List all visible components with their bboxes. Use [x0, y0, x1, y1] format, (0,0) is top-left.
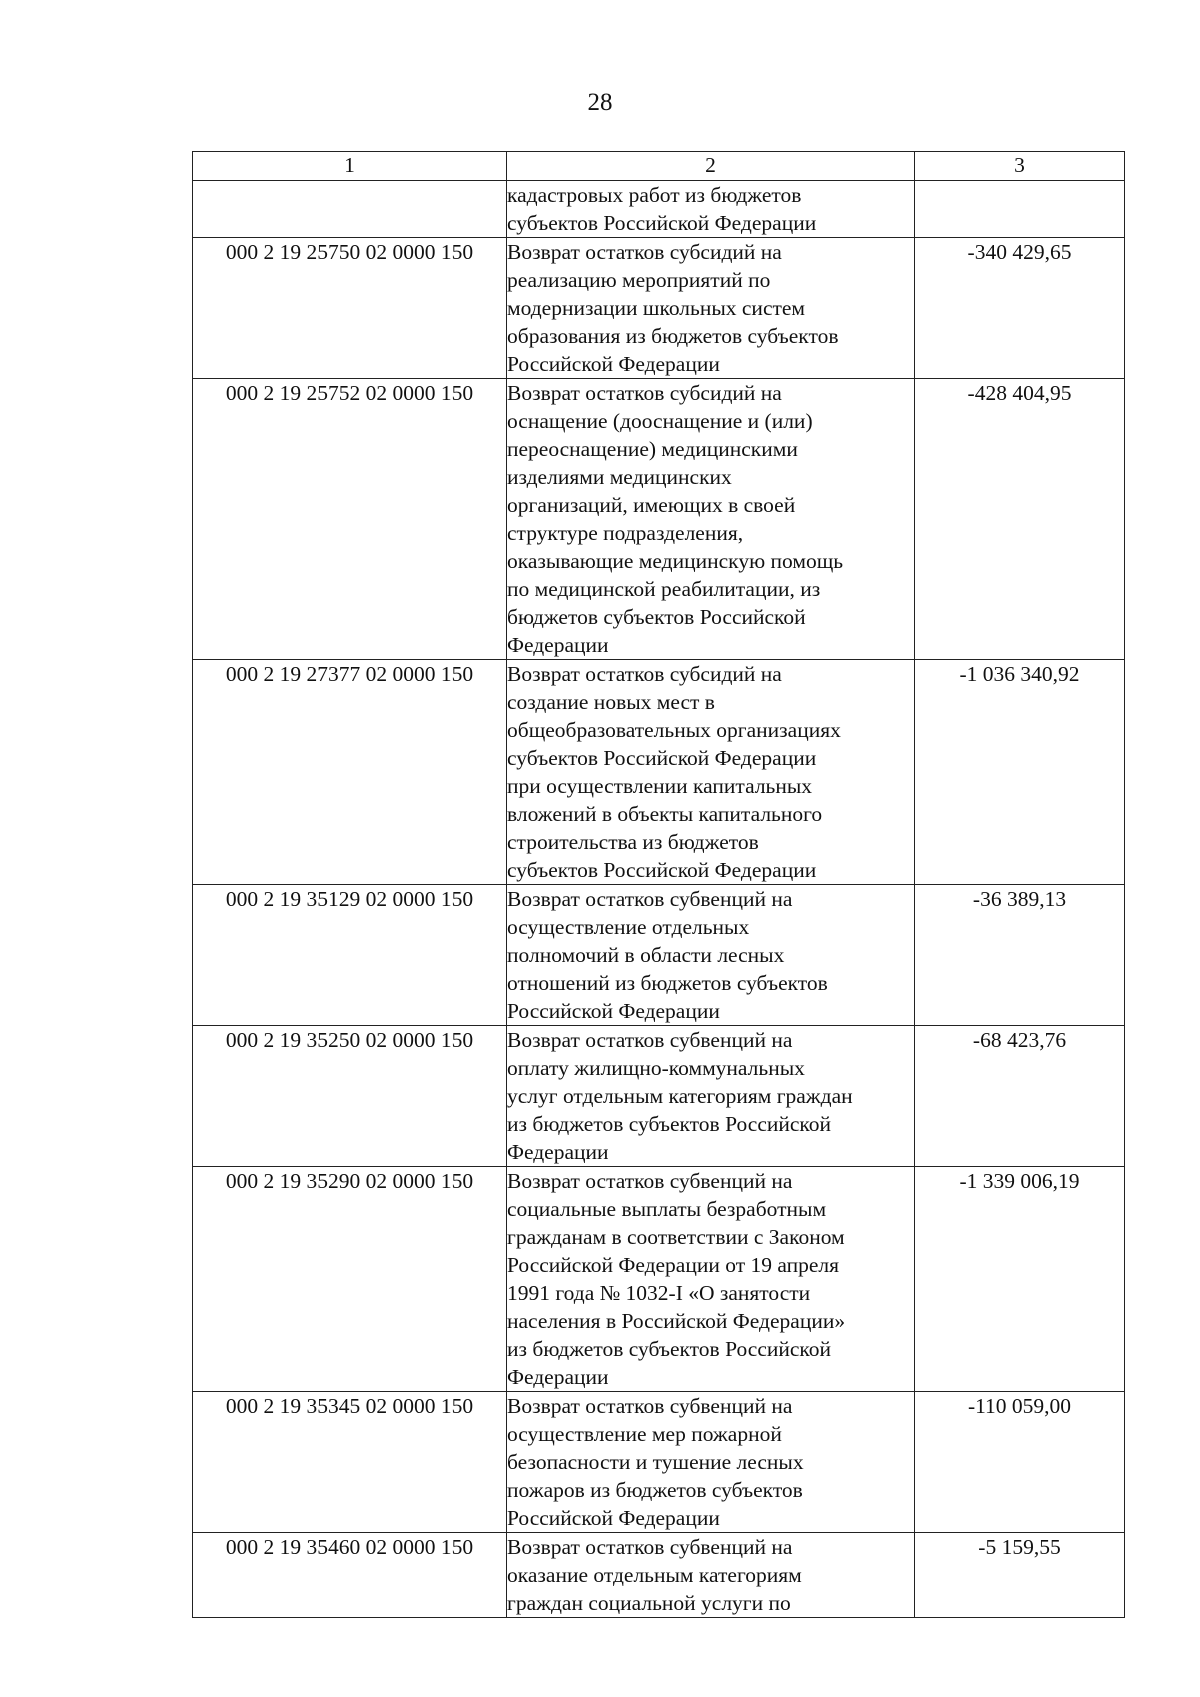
table-row [193, 379, 1125, 660]
code-cell: 000 2 19 27377 02 0000 150 [193, 660, 507, 885]
header-cell-amount: 3 [915, 152, 1125, 181]
table-row [193, 1167, 1125, 1392]
name-cell: кадастровых работ из бюджетов субъектов Российской Федерации [507, 181, 915, 238]
table-row [193, 1392, 1125, 1533]
code-cell: 000 2 19 35290 02 0000 150 [193, 1167, 507, 1392]
code-cell [193, 181, 507, 238]
amount-cell: -5 159,55 [915, 1533, 1125, 1618]
name-cell: Возврат остатков субвенций на социальные выплаты безработным гражданам в соответствии с Законом Российской Федерации от 19 апреля 1991 года № 1032-I «О занятости населения в Российской Федерации» из бюджетов субъектов Российской Федерации [507, 1167, 915, 1392]
name-cell: Возврат остатков субсидий на создание новых мест в общеобразовательных организациях субъектов Российской Федерации при осуществлении капитальных вложений в объекты капитального строительства из бюджетов субъектов Российской Федерации [507, 660, 915, 885]
name-cell: Возврат остатков субсидий на оснащение (дооснащение и (или) переоснащение) медицинскими изделиями медицинских организаций, имеющих в своей структуре подразделения, оказывающие медицинскую помощь по медицинской реабилитации, из бюджетов субъектов Российской Федерации [507, 379, 915, 660]
amount-cell: -1 339 006,19 [915, 1167, 1125, 1392]
budget-table [192, 151, 1125, 1618]
table-row [193, 660, 1125, 885]
name-cell: Возврат остатков субвенций на осуществление отдельных полномочий в области лесных отношений из бюджетов субъектов Российской Федерации [507, 885, 915, 1026]
table-row [193, 181, 1125, 238]
amount-cell [915, 181, 1125, 238]
header-cell-code: 1 [193, 152, 507, 181]
header-cell-name: 2 [507, 152, 915, 181]
name-cell: Возврат остатков субвенций на осуществление мер пожарной безопасности и тушение лесных пожаров из бюджетов субъектов Российской Федерации [507, 1392, 915, 1533]
amount-cell: -1 036 340,92 [915, 660, 1125, 885]
code-cell: 000 2 19 35345 02 0000 150 [193, 1392, 507, 1533]
header-row [193, 152, 1125, 181]
amount-cell: -428 404,95 [915, 379, 1125, 660]
table-row [193, 1026, 1125, 1167]
name-cell: Возврат остатков субсидий на реализацию мероприятий по модернизации школьных систем образования из бюджетов субъектов Российской Федерации [507, 238, 915, 379]
table-row [193, 1533, 1125, 1618]
code-cell: 000 2 19 35129 02 0000 150 [193, 885, 507, 1026]
code-cell: 000 2 19 35250 02 0000 150 [193, 1026, 507, 1167]
amount-cell: -36 389,13 [915, 885, 1125, 1026]
amount-cell: -68 423,76 [915, 1026, 1125, 1167]
code-cell: 000 2 19 35460 02 0000 150 [193, 1533, 507, 1618]
table-row [193, 238, 1125, 379]
code-cell: 000 2 19 25750 02 0000 150 [193, 238, 507, 379]
amount-cell: -110 059,00 [915, 1392, 1125, 1533]
code-cell: 000 2 19 25752 02 0000 150 [193, 379, 507, 660]
name-cell: Возврат остатков субвенций на оплату жилищно-коммунальных услуг отдельным категориям граждан из бюджетов субъектов Российской Федерации [507, 1026, 915, 1167]
amount-cell: -340 429,65 [915, 238, 1125, 379]
page-number: 28 [587, 89, 613, 116]
name-cell: Возврат остатков субвенций на оказание отдельным категориям граждан социальной услуги по [507, 1533, 915, 1618]
table-row [193, 885, 1125, 1026]
